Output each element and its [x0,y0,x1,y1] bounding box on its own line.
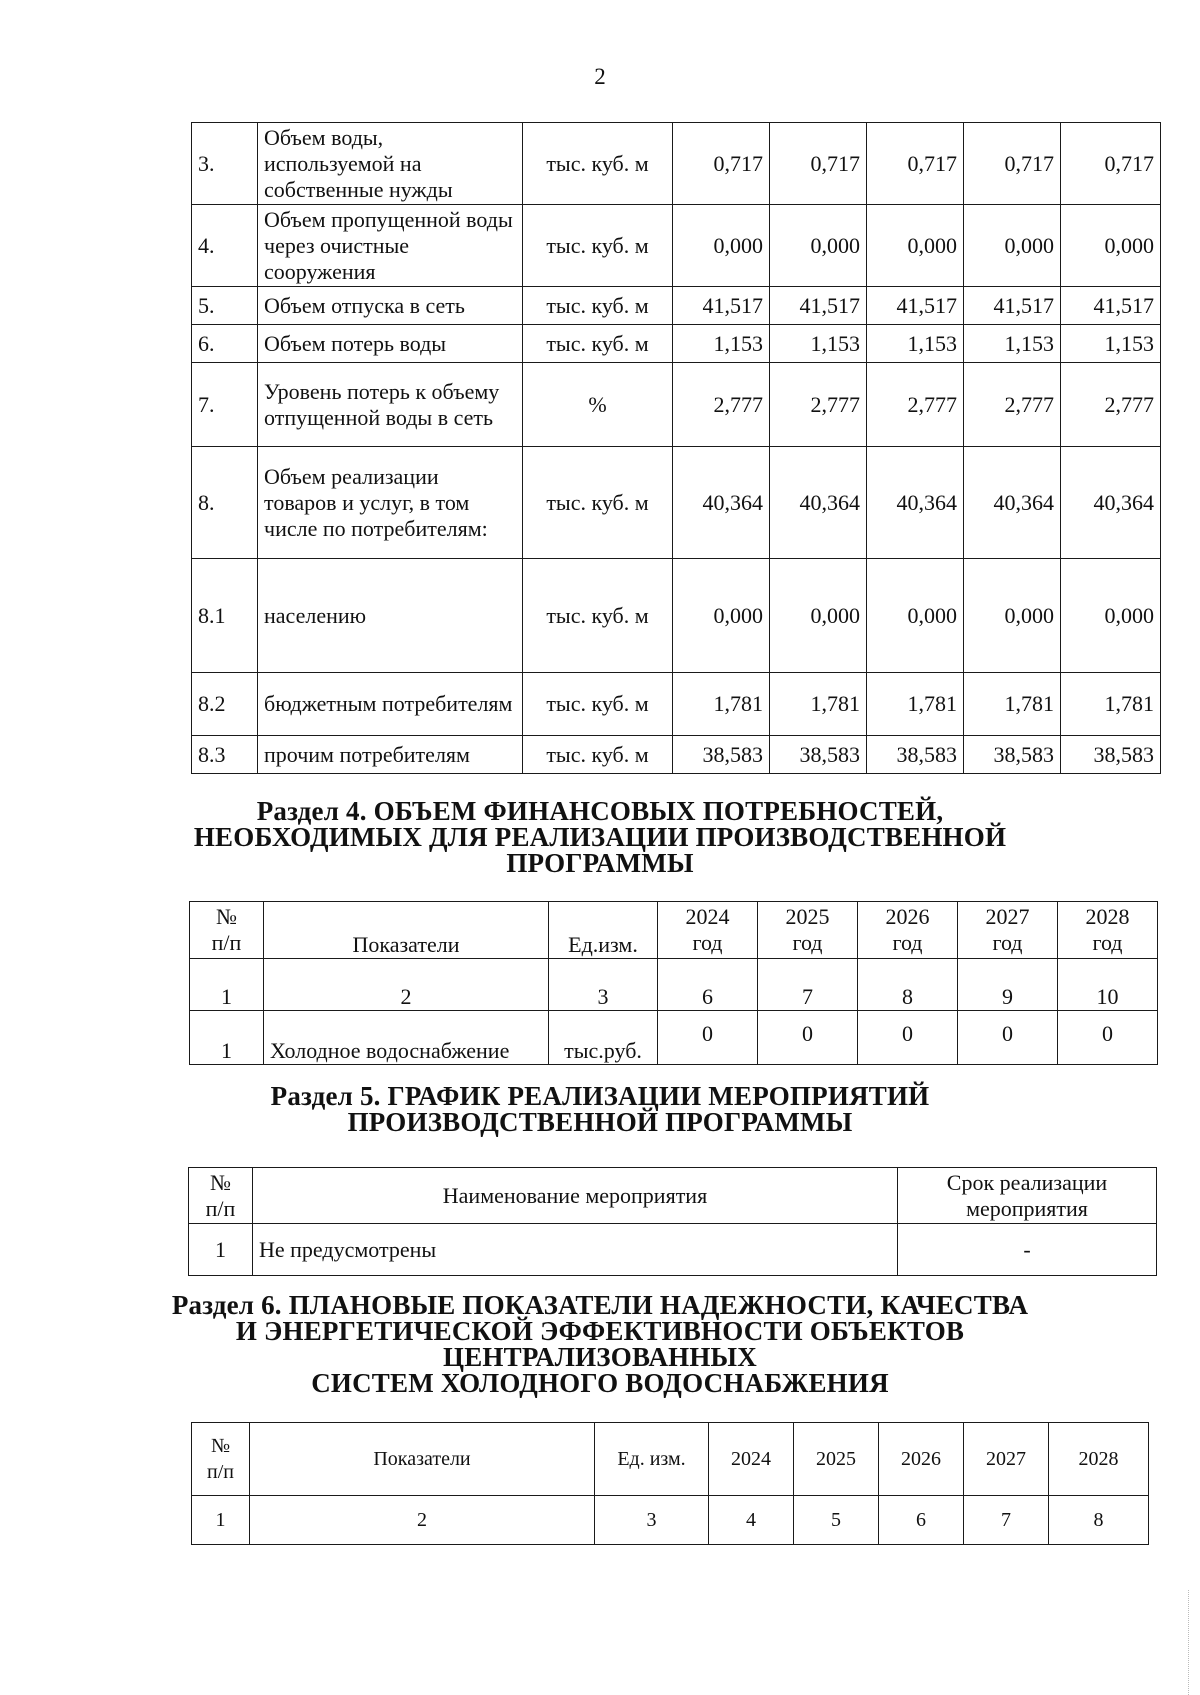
row-unit: тыс. куб. м [523,673,673,736]
section5-title: Раздел 5. ГРАФИК РЕАЛИЗАЦИИ МЕРОПРИЯТИЙ ПРОИЗВОДСТВЕННОЙ ПРОГРАММЫ [270,1081,930,1137]
row-value: 38,583 [770,736,867,774]
index-cell: 7 [964,1496,1049,1545]
row-num: 3. [192,123,258,205]
row-value: 40,364 [1061,447,1161,559]
table-row [192,205,1161,287]
row-value: 2,777 [770,363,867,447]
index-cell: 6 [658,959,758,1011]
row-value: 40,364 [867,447,964,559]
row-name: бюджетным потребителям [258,673,523,736]
scan-edge-mark [1188,1590,1190,1695]
row-value: 1,153 [964,325,1061,363]
row-value: 40,364 [770,447,867,559]
index-row [192,1496,1149,1545]
row-value: 2,777 [964,363,1061,447]
row-value: 1,781 [770,673,867,736]
row-value: 0 [858,1011,958,1065]
row-value: 2,777 [1061,363,1161,447]
row-value: 0,000 [770,205,867,287]
row-unit: тыс. куб. м [523,736,673,774]
index-cell: 10 [1058,959,1158,1011]
index-cell: 2 [264,959,549,1011]
row-value: 1,781 [964,673,1061,736]
row-value: 1,781 [673,673,770,736]
header-year-2025: 2025 [794,1423,879,1496]
row-activity-name: Не предусмотрены [253,1224,898,1276]
table-header-row [189,1168,1157,1224]
header-num: № п/п [190,902,264,959]
row-num: 8.1 [192,559,258,673]
index-cell: 3 [549,959,658,1011]
row-term: - [898,1224,1157,1276]
row-value: 0 [758,1011,858,1065]
header-unit: Ед. изм. [595,1423,709,1496]
row-num: 5. [192,287,258,325]
row-name: Объем воды, используемой на собственные нужды [258,123,523,205]
header-year-2026: 2026 год [858,902,958,959]
row-value: 41,517 [770,287,867,325]
header-year-2028: 2028 год [1058,902,1158,959]
header-year-2024: 2024 год [658,902,758,959]
reliability-indicators-table [191,1422,1149,1545]
index-cell: 2 [250,1496,595,1545]
row-unit: тыс. куб. м [523,205,673,287]
header-activity-name: Наименование мероприятия [253,1168,898,1224]
section6-title: Раздел 6. ПЛАНОВЫЕ ПОКАЗАТЕЛИ НАДЕЖНОСТИ, КАЧЕСТВА И ЭНЕРГЕТИЧЕСКОЙ ЭФФЕКТИВНОСТИ ОБЪЕКТОВ ЦЕНТРАЛИЗОВАННЫХ СИСТЕМ ХОЛОДНОГО ВОДОСНАБЖЕНИЯ [171,1290,1029,1398]
row-value: 0,717 [964,123,1061,205]
header-num: № п/п [189,1168,253,1224]
header-year-2025: 2025 год [758,902,858,959]
index-cell: 5 [794,1496,879,1545]
row-value: 41,517 [964,287,1061,325]
header-year-2026: 2026 [879,1423,964,1496]
index-row [190,959,1158,1011]
row-value: 1,781 [1061,673,1161,736]
row-name: Объем пропущенной воды через очистные сооружения [258,205,523,287]
table-header-row [192,1423,1149,1496]
financial-needs-table [189,901,1158,1065]
index-cell: 1 [190,959,264,1011]
row-name: Объем потерь воды [258,325,523,363]
row-value: 40,364 [673,447,770,559]
header-indicator: Показатели [264,902,549,959]
row-value: 0,000 [770,559,867,673]
row-name: населению [258,559,523,673]
row-value: 38,583 [867,736,964,774]
row-unit: тыс. куб. м [523,287,673,325]
row-value: 0,000 [1061,205,1161,287]
table-row [189,1224,1157,1276]
table-row [192,123,1161,205]
row-value: 41,517 [673,287,770,325]
row-num: 8. [192,447,258,559]
table-row [192,287,1161,325]
row-num: 8.2 [192,673,258,736]
row-num: 8.3 [192,736,258,774]
row-name: Объем отпуска в сеть [258,287,523,325]
row-value: 0,000 [964,205,1061,287]
row-value: 0,717 [867,123,964,205]
index-cell: 6 [879,1496,964,1545]
row-value: 41,517 [1061,287,1161,325]
row-value: 38,583 [964,736,1061,774]
row-value: 1,781 [867,673,964,736]
header-term: Срок реализации мероприятия [898,1168,1157,1224]
water-balance-table [191,122,1161,774]
activities-schedule-table [188,1167,1157,1276]
row-value: 0 [958,1011,1058,1065]
section4-title: Раздел 4. ОБЪЕМ ФИНАНСОВЫХ ПОТРЕБНОСТЕЙ, НЕОБХОДИМЫХ ДЛЯ РЕАЛИЗАЦИИ ПРОИЗВОДСТВЕННОЙ ПРОГРАММЫ [193,796,1007,878]
row-value: 41,517 [867,287,964,325]
row-name: Объем реализации товаров и услуг, в том числе по потребителям: [258,447,523,559]
row-unit: тыс. куб. м [523,447,673,559]
table-row [190,1011,1158,1065]
row-num: 7. [192,363,258,447]
table-row [192,325,1161,363]
header-indicator: Показатели [250,1423,595,1496]
header-year-2027: 2027 год [958,902,1058,959]
row-value: 2,777 [867,363,964,447]
row-value: 1,153 [673,325,770,363]
header-year-2024: 2024 [709,1423,794,1496]
index-cell: 1 [192,1496,250,1545]
row-value: 0,717 [1061,123,1161,205]
table-header-row [190,902,1158,959]
table-row [192,559,1161,673]
index-cell: 3 [595,1496,709,1545]
row-value: 1,153 [770,325,867,363]
header-unit: Ед.изм. [549,902,658,959]
table-row [192,736,1161,774]
row-value: 0,000 [867,559,964,673]
table-row [192,447,1161,559]
row-value: 1,153 [867,325,964,363]
row-value: 40,364 [964,447,1061,559]
row-value: 0 [1058,1011,1158,1065]
page-number: 2 [594,64,606,89]
row-value: 0,000 [867,205,964,287]
index-cell: 8 [858,959,958,1011]
row-unit: тыс. куб. м [523,325,673,363]
row-value: 38,583 [1061,736,1161,774]
row-value: 38,583 [673,736,770,774]
index-cell: 7 [758,959,858,1011]
row-unit: тыс. куб. м [523,559,673,673]
index-cell: 9 [958,959,1058,1011]
row-name: Холодное водоснабжение [264,1011,549,1065]
row-value: 0,000 [964,559,1061,673]
row-unit: тыс.руб. [549,1011,658,1065]
row-value: 0,717 [770,123,867,205]
row-value: 0,000 [673,559,770,673]
row-value: 1,153 [1061,325,1161,363]
header-year-2028: 2028 [1049,1423,1149,1496]
table-row [192,363,1161,447]
row-value: 0 [658,1011,758,1065]
row-num: 6. [192,325,258,363]
table-row [192,673,1161,736]
index-cell: 8 [1049,1496,1149,1545]
row-unit: % [523,363,673,447]
row-num: 1 [190,1011,264,1065]
row-value: 0,000 [1061,559,1161,673]
row-value: 2,777 [673,363,770,447]
index-cell: 4 [709,1496,794,1545]
row-value: 0,717 [673,123,770,205]
row-name: прочим потребителям [258,736,523,774]
header-num: № п/п [192,1423,250,1496]
row-value: 0,000 [673,205,770,287]
header-year-2027: 2027 [964,1423,1049,1496]
row-num: 1 [189,1224,253,1276]
row-num: 4. [192,205,258,287]
row-unit: тыс. куб. м [523,123,673,205]
row-name: Уровень потерь к объему отпущенной воды в сеть [258,363,523,447]
